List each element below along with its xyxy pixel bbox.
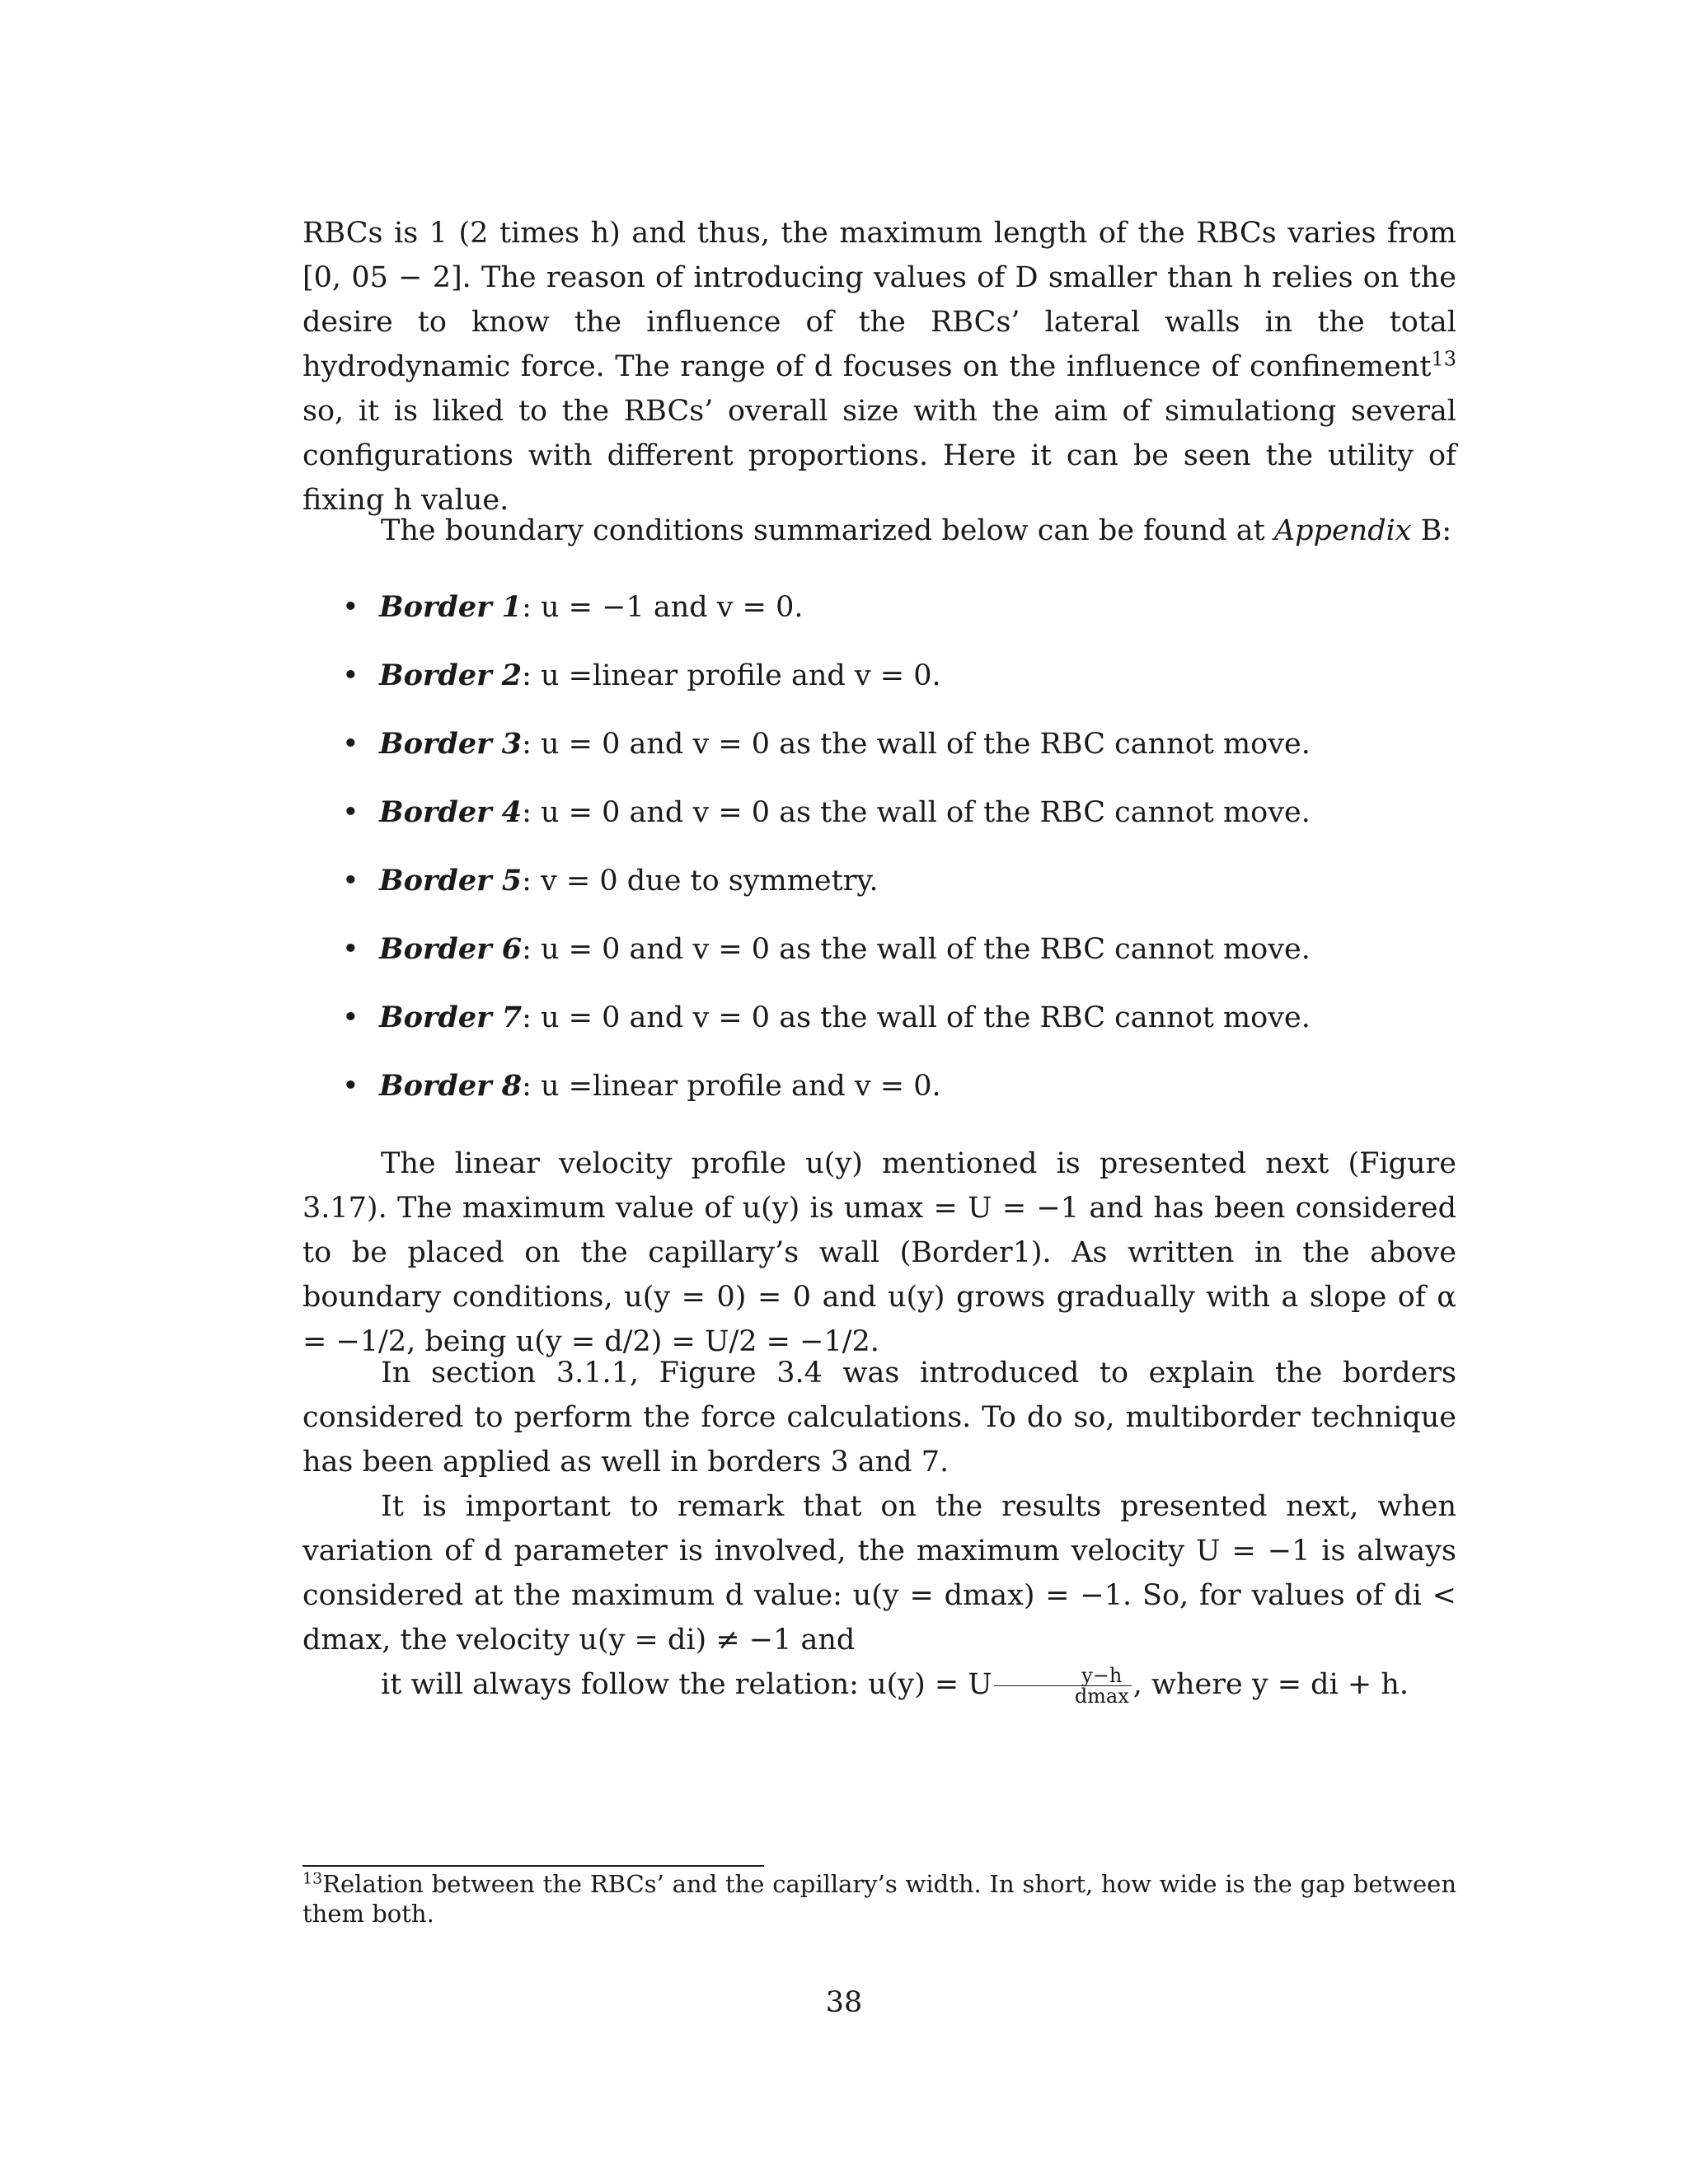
border-description: : u = 0 and v = 0 as the wall of the RBC cannot move. [522, 796, 1311, 829]
footnote-divider [302, 1865, 764, 1867]
border-description: : u = −1 and v = 0. [522, 591, 804, 624]
bullet: • [342, 796, 359, 829]
intro-text: The boundary conditions summarized below can be found at [381, 514, 1274, 547]
fraction-denominator: dmax [1074, 1685, 1129, 1708]
list-item [342, 859, 1414, 927]
footnote-number: 13 [302, 1869, 323, 1888]
paragraph-1 [302, 211, 1456, 523]
bullet: • [342, 591, 359, 624]
border-description: : u = 0 and v = 0 as the wall of the RBC cannot move. [522, 728, 1311, 761]
bullet: • [342, 728, 359, 761]
footnote-reference: 13 [1431, 347, 1456, 371]
paragraph-1-continuation: so, it is liked to the RBCs’ overall size with the aim of simulationg several configurations with different proportions. Here it can be seen the utility of fixing h value. [302, 395, 1456, 517]
footnote-text: Relation between the RBCs’ and the capillary’s width. In short, how wide is the gap between them both. [302, 1870, 1456, 1928]
border-label: Border 3 [379, 727, 523, 761]
border-label: Border 7 [379, 1001, 523, 1034]
border-label: Border 8 [379, 1069, 523, 1103]
paragraph-4 [302, 1484, 1456, 1707]
list-item [342, 790, 1414, 859]
paragraph-3: In section 3.1.1, Figure 3.4 was introduced to explain the borders considered to perform the force calculations. To do so, multiborder technique has been applied as well in borders 3 and 7. [302, 1357, 1456, 1479]
border-description: : u = 0 and v = 0 as the wall of the RBC cannot move. [522, 1001, 1311, 1034]
border-label: Border 6 [379, 932, 523, 966]
paragraph-4-last-line [302, 1662, 1456, 1707]
border-label: Border 1 [379, 590, 523, 624]
list-item [342, 654, 1414, 722]
appendix-word: Appendix [1273, 514, 1412, 547]
relation-end: , where y = di + h. [1132, 1668, 1409, 1701]
border-label: Border 5 [379, 864, 523, 898]
fraction [994, 1666, 1132, 1706]
bullet: • [342, 933, 359, 966]
list-item [342, 585, 1414, 654]
border-list [342, 585, 1414, 1132]
paragraph-4-text: It is important to remark that on the results presented next, when variation of d parameter is involved, the maximum velocity U = −1 is always considered at the maximum d value: u(y = dmax) = −1. So, for values of di < dmax, the velocity u(y = di) ≠ −1 and [302, 1490, 1456, 1657]
bullet: • [342, 865, 359, 898]
list-item [342, 722, 1414, 790]
fraction-numerator: y−h [994, 1666, 1132, 1686]
border-label: Border 2 [379, 658, 523, 692]
paragraph-1-text: RBCs is 1 (2 times h) and thus, the maximum length of the RBCs varies from [0, 05 − 2]. The reason of introducing values of D smaller than h relies on the desire to know the influence of the RBCs’ lateral walls in the total hydrodynamic force. The range of d focuses on the influence of confinement [302, 217, 1456, 383]
page-number: 38 [825, 1986, 863, 2019]
intro-end: B: [1411, 514, 1452, 547]
list-item [342, 1064, 1414, 1132]
border-description: : u = 0 and v = 0 as the wall of the RBC cannot move. [522, 933, 1311, 966]
list-item [342, 927, 1414, 996]
relation-text: it will always follow the relation: u(y) = U [381, 1668, 992, 1701]
bullet: • [342, 1070, 359, 1103]
bullet: • [342, 659, 359, 692]
border-label: Border 4 [379, 795, 523, 829]
border-description: : u =linear profile and v = 0. [522, 659, 941, 692]
bullet: • [342, 1001, 359, 1034]
footnote [302, 1869, 1456, 1929]
paragraph-2: The linear velocity profile u(y) mentioned is presented next (Figure 3.17). The maximum value of u(y) is umax = U = −1 and has been considered to be placed on the capillary’s wall (Border1). As written in the above boundary conditions, u(y = 0) = 0 and u(y) grows gradually with a slope of α = −1/2, being u(y = d/2) = U/2 = −1/2. [302, 1147, 1456, 1358]
list-item [342, 996, 1414, 1064]
boundary-intro [381, 509, 1451, 553]
border-description: : u =linear profile and v = 0. [522, 1070, 941, 1103]
border-description: : v = 0 due to symmetry. [522, 865, 879, 898]
